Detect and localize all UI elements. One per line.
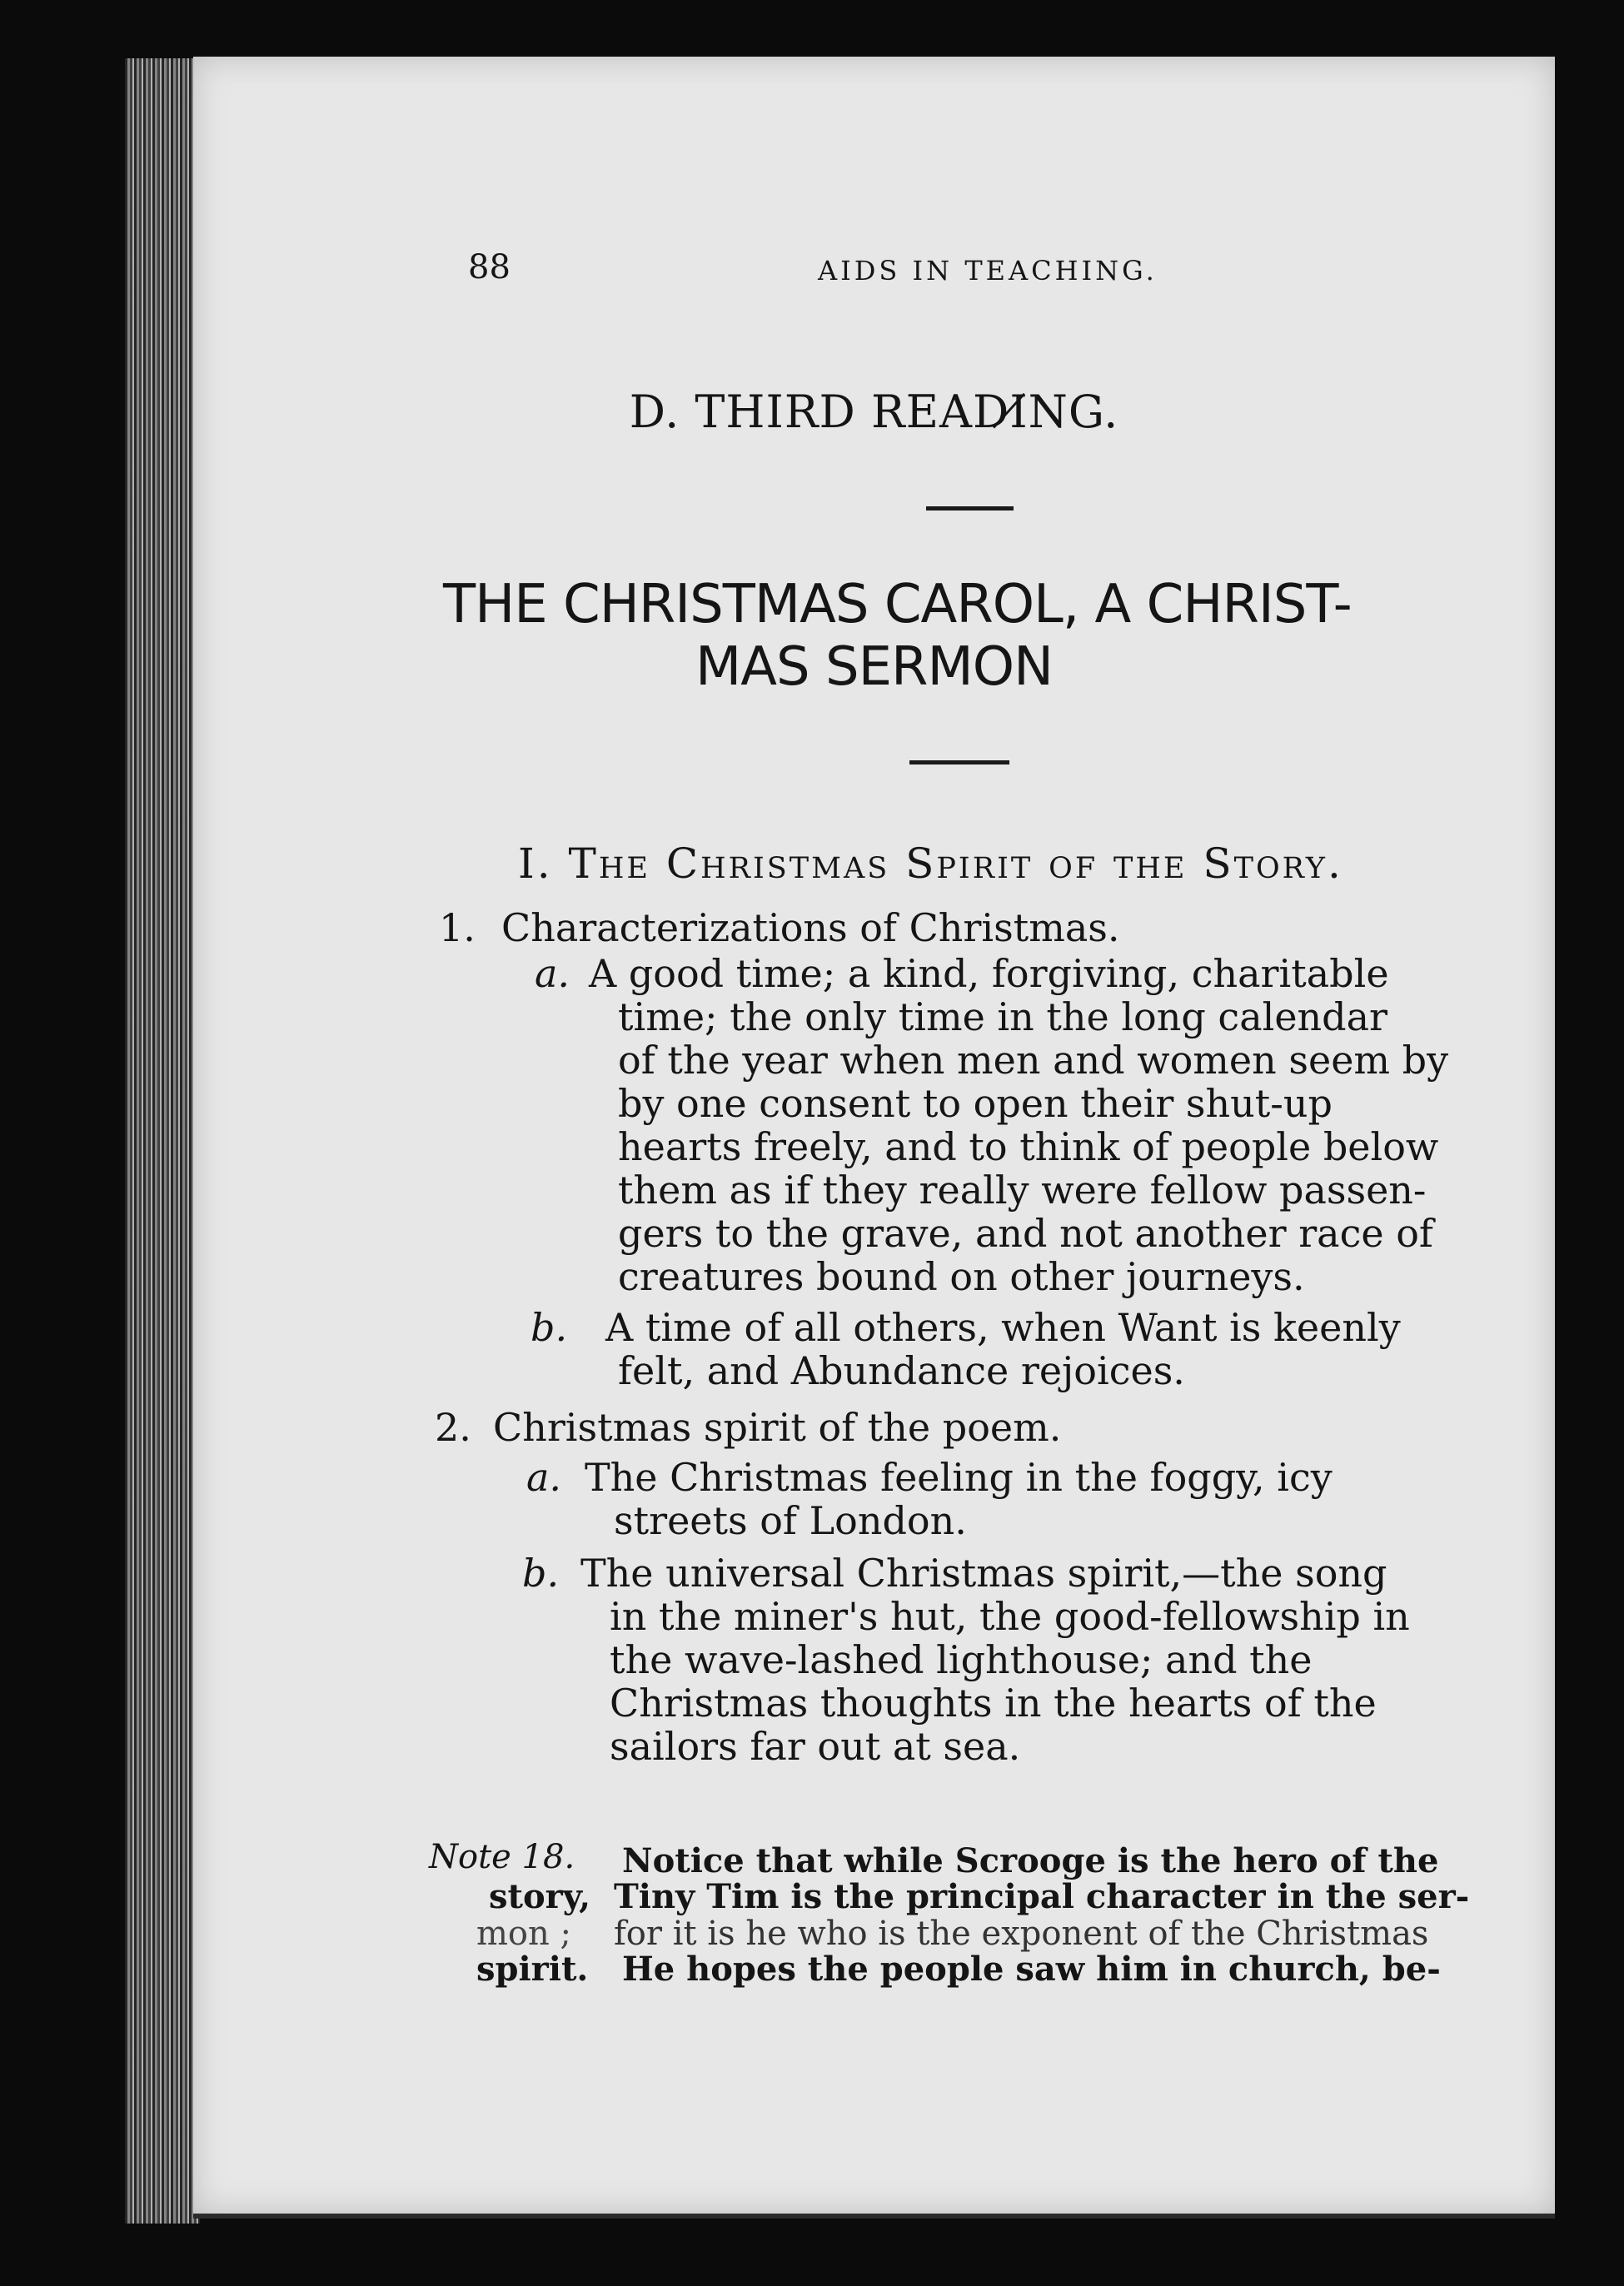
note-margin-word: spirit. — [476, 1950, 589, 1989]
text-line: of the year when men and women seem by — [618, 1038, 1449, 1083]
text-line: A time of all others, when Want is keenly — [605, 1305, 1401, 1350]
text-line: time; the only time in the long calendar — [618, 994, 1388, 1039]
note-block — [429, 1839, 575, 1875]
item-heading: Characterizations of Christmas. — [501, 905, 1120, 950]
title-line-1: THE CHRISTMAS CAROL, A CHRIST- — [443, 574, 1352, 635]
text-line: the wave-lashed lighthouse; and the — [610, 1637, 1313, 1682]
note-line: Tiny Tim is the principal character in the ser- — [614, 1877, 1470, 1916]
text-line: hearts freely, and to think of people below — [618, 1124, 1439, 1169]
note-label: Note 18. — [429, 1838, 575, 1876]
book-page — [193, 57, 1555, 2219]
sub-label: a. — [535, 951, 570, 996]
running-head — [468, 248, 1376, 298]
divider-rule — [926, 506, 1014, 510]
text-line: by one consent to open their shut-up — [618, 1081, 1333, 1126]
text-line: creatures bound on other journeys. — [618, 1254, 1305, 1299]
sub-label: b. — [531, 1305, 568, 1350]
text-line: streets of London. — [614, 1498, 967, 1543]
text-line: gers to the grave, and not another race of — [618, 1211, 1433, 1256]
book-spine-edge — [125, 58, 200, 2224]
note-line: He hopes the people saw him in church, be- — [622, 1950, 1441, 1989]
text-line: in the miner's hut, the good-fellowship in — [610, 1594, 1410, 1639]
text-line: Christmas thoughts in the hearts of the — [610, 1681, 1377, 1726]
page-number: 88 — [468, 248, 511, 286]
text-line: The Christmas feeling in the foggy, icy — [585, 1455, 1333, 1500]
note-line: for it is he who is the exponent of the Christmas — [614, 1915, 1429, 1953]
item-number: 1. — [439, 905, 476, 950]
text-line: felt, and Abundance rejoices. — [618, 1348, 1185, 1393]
running-title: AIDS IN TEACHING. — [818, 255, 1158, 286]
item-number: 2. — [435, 1405, 471, 1450]
item-heading: Christmas spirit of the poem. — [493, 1405, 1062, 1450]
note-margin-word: mon ; — [476, 1915, 571, 1953]
part-heading: I. The Christmas Spirit of the Story. — [518, 839, 1343, 888]
text-line: sailors far out at sea. — [610, 1724, 1021, 1769]
text-line: The universal Christmas spirit,—the song — [580, 1551, 1387, 1596]
section-heading: D. THIRD READI̸NG. — [629, 386, 1119, 438]
title-line-2: MAS SERMON — [695, 636, 1053, 698]
sub-label: a. — [526, 1455, 562, 1500]
divider-rule — [909, 760, 1009, 764]
note-line: Notice that while Scrooge is the hero of the — [622, 1841, 1439, 1880]
note-margin-word: story, — [489, 1877, 591, 1916]
text-line: A good time; a kind, forgiving, charitable — [589, 951, 1389, 996]
text-line: them as if they really were fellow passen- — [618, 1168, 1427, 1213]
sub-label: b. — [522, 1551, 560, 1596]
